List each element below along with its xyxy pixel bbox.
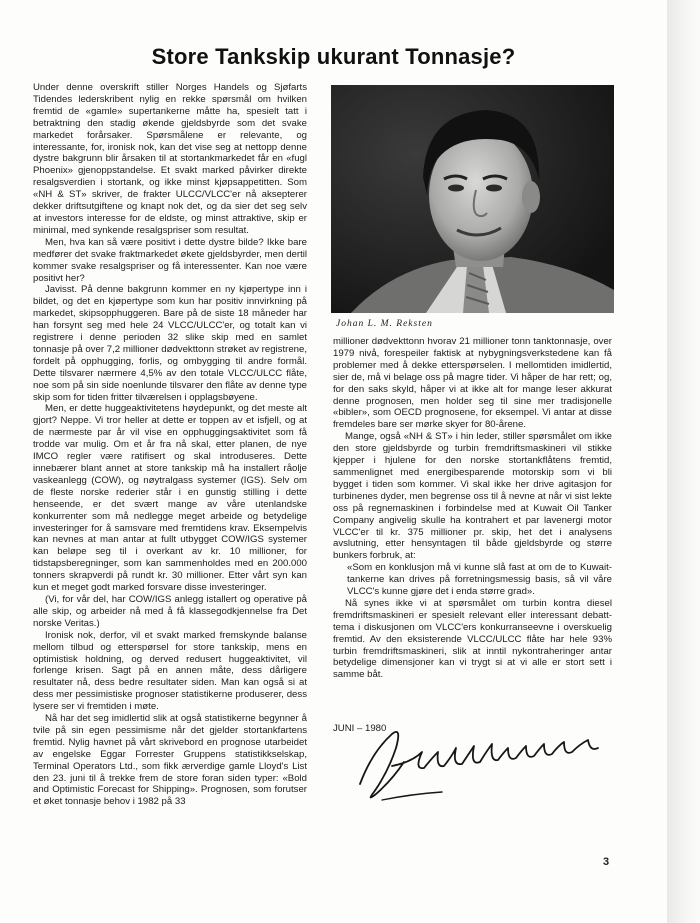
paragraph: Nå har det seg imidlertid slik at også statistikerne begynner å tvile på sin egen pessimisme når det gjelder stortankfartens fremtid. Nylig havnet på vårt skrivebord en prognose utarbeidet av engelske Eggar Forrester Gruppens statistikkselskap, Terminal Operators Ltd., som fikk ærverdige gamle Lloyd's List den 23. juni til å trekke frem de store foran siden typer: «Bold and Optimistic Forecast for Shipping». Prognosen, som forutser et øket tonnasje behov i 1982 på 33	[33, 713, 307, 808]
handwritten-signature	[352, 722, 612, 812]
paragraph: Men, er dette huggeaktivitetens høydepunkt, og det meste alt gjort? Neppe. Vi tror heller at dette er toppen av et isfjell, og at de nærmeste par år vil vise en opphuggingsaktivitet som få trodde var mulig. Om et år fra nå skal, etter planen, de nye IMCO regler være ratifisert og skal introduseres. Dette innebærer blant annet at store tankskip må ha installert råolje vaskeanlegg (COW), og nøytralgass systemer (IGS). Selv om de fleste norske rederier står i en gunstig stilling i dette henseende, er det svært mange av våre utenlandske konkurrenter som må nedlegge meget arbeide og betydelige investeringer for å samsvare med fremtidens krav. Eksempelvis kan nevnes at man antar at fullt utbygget COW/IGS systemer kan beløpe seg til i overkant av kr. 10 millioner, for tidstapsberegninger, som kan sammenholdes med en 200.000 tonners skrapverdi på rundt kr. 30 millioner. Etter vårt syn kan kun et meget godt marked forsvare disse investeringer.	[33, 403, 307, 594]
page-edge-shadow	[667, 0, 700, 923]
portrait-photo	[331, 85, 614, 313]
paragraph: Ironisk nok, derfor, vil et svakt marked fremskynde balanse mellom tilbud og etterspørsel for store tankskip, mens en optimistisk holdning, og derved redusert huggeaktivitet, vil forlenge krisen. Sagt på en annen måte, dess dårligere resultater nå, dess bedre resultater siden. Man kan også si at dess mer pessimistiske prognoser statistikerne produserer, dess lysere ser vi fremtiden i møte.	[33, 629, 307, 713]
dateline: JUNI – 1980	[333, 723, 387, 734]
photo-caption: Johan L. M. Reksten	[336, 319, 433, 329]
paragraph: Javisst. På denne bakgrunn kommer en ny kjøpertype inn i bildet, og det en kjøpertype som kun har positiv innvirkning på markedet, skipsopphuggeren. Bare på de siste 18 måneder har han forsynt seg med hele 24 VLCC/ULCC'er, og totalt kan vi registrere i denne perioden 32 slike skip med en samlet tonnasje på over 7,2 millioner dødvekttonn strøket av registrene, fordelt på opphugging, forlis, og ombygging til andre formål. Dette tilsvarer nærmere 4,5% av den totale VLCC/ULCC flåte, noe som på sin side noenlunde tilsvarer den flåte av denne type skip som for tiden fritter tilværelsen i opplagsbøyene.	[33, 284, 307, 403]
article-title: Store Tankskip ukurant Tonnasje?	[151, 44, 516, 69]
right-column	[333, 336, 612, 681]
paragraph: Under denne overskrift stiller Norges Handels og Sjøfarts Tidendes lederskribent nylig en rekke spørsmål om hvilken fremtid de «gamle» supertankerne måtte ha, spesielt tatt i betraktning den stadig økende gjeldsbyrde som det svake markedet forårsaker. Spørsmålene er relevante, og interessante, for, ironisk nok, kan det vise seg at nettopp denne dystre bakgrunn blir årsaken til at stortankmarkedet får en «fugl Phoenix» gjenoppstandelse. Et svakt marked påvirker direkte resalgsverdien i stortank, og ikke minst kjøpsappetitten. Som «NH & ST» skriver, de frakter ULCC/VLCC'er nå aksepterer dekker driftsutgiftene og knapt nok det, og da sier det seg selv at investors interesse for de eldste, og minst attraktive, skip er minimal, med synkende resalgspriser som resultat.	[33, 82, 307, 236]
paragraph: millioner dødvekttonn hvorav 21 millioner tonn tanktonnasje, over 1979 nivå, forespeiler faktisk at nybygningsverkstedene kan få problemer med å dekke etterspørselen. I mellomtiden imidlertid, sier de, må vi belage oss på magre tider. Vi håper de har rett; og, for den saks skyld, håper vi at ikke alt for mange leser akkurat denne prognosen, men holder seg til sine mer tradisjonelle «bibler», som OECD prognosene, for eksempel. Vi antar at disse fremdeles bare ser mørke skyer for 80-årene.	[333, 336, 612, 431]
left-column	[33, 82, 307, 808]
paragraph: Nå synes ikke vi at spørsmålet om turbin kontra diesel fremdriftsmaskineri er spesielt relevant eller interessant debatt-tema i diskusjonen om VLCC'ers konkurranseevne i overskuelig fremtid. Av den eksisterende VLCC/ULCC flåte har hele 93% turbin fremdriftsmaskineri, slik at inntil nykontraheringer antar betydelige dimensjoner kan vi trygt si at vi alle er stort sett i samme båt.	[333, 597, 612, 681]
paragraph: Men, hva kan så være positivt i dette dystre bilde? Ikke bare medfører det svake fraktmarkedet økete gjeldsbyrder, men dertil kommer svake resalgspriser og få interessenter. Kan noe være positivt her?	[33, 236, 307, 284]
paragraph: (Vi, for vår del, har COW/IGS anlegg istallert og operative på alle skip, og arbeider nå med å få klassegodkjennelse fra Det norske Veritas.)	[33, 593, 307, 629]
paragraph: Mange, også «NH & ST» i hin leder, stiller spørsmålet om ikke den store gjeldsbyrde og turbin fremdriftsmaskineri vil stikke kjepper i hjulene for den norske stortankflåtens fremtid, sammenlignet med energibesparende motorskip som vi bli bygget i tiden som kommer. Vi skal ikke her drive agitasjon for turbinenes dyder, men begrense oss til å nevne at når vi sist lekte oss på regnemaskinen i forbindelse med at Kuwait Oil Tanker Company angivelig skulle ha kontrahert et par lavenergi motor VLCC'er til kr. 375 millioner pr. skip, het det i analysens avslutning, etter hensyntagen til både gjeldsbyrde og større bunkers forbruk, at:	[333, 431, 612, 562]
quotation: «Som en konklusjon må vi kunne slå fast at om de to Kuwait-tankerne kan drives på forretningsmessig basis, så vil våre VLCC's kunne gjøre det i enda større grad».	[347, 562, 612, 598]
page-number: 3	[603, 856, 610, 868]
